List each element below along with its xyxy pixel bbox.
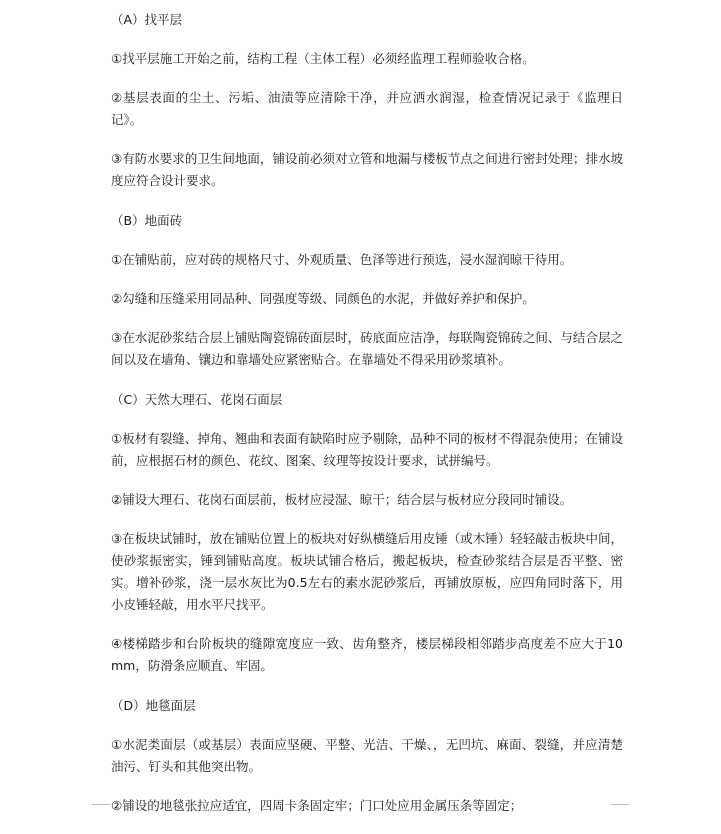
list-item: ③有防水要求的卫生间地面，铺设前必须对立管和地漏与楼板节点之间进行密封处理；排水坡度应符合设计要求。	[111, 151, 623, 188]
section-d	[111, 694, 623, 817]
list-item: ②勾缝和压缝采用同品种、同强度等级、同颜色的水泥，并做好养护和保护。	[111, 291, 535, 306]
list-item: ③在板块试铺时，放在铺贴位置上的板块对好纵横缝后用皮锤（或木锤）轻轻敲击板块中间，使砂浆振密实，锤到铺贴高度。板块试铺合格后，搬起板块，检查砂浆结合层是否平整、密实。增补砂浆，浇一层水灰比为0.5左右的素水泥砂浆后，再铺放原板，应四角同时落下，用小皮锤轻敲，用水平尺找平。	[111, 531, 623, 612]
list-item: ①在铺贴前，应对砖的规格尺寸、外观质量、色泽等进行预选，浸水湿润晾干待用。	[111, 252, 573, 267]
section-b	[111, 209, 623, 371]
section-heading: （D）地毯面层	[111, 698, 196, 713]
section-heading: （B）地面砖	[111, 213, 183, 228]
document-body	[111, 8, 623, 834]
list-item: ④楼梯踏步和台阶板块的缝隙宽度应一致、齿角整齐，楼层梯段相邻踏步高度差不应大于10mm，防滑条应顺直、牢固。	[111, 636, 623, 673]
list-item: ②基层表面的尘土、污垢、油渍等应清除干净，并应洒水润湿，检查情况记录于《监理日记》。	[111, 90, 623, 127]
list-item: ①水泥类面层（或基层）表面应坚硬、平整、光洁、干燥、，无凹坑、麻面、裂缝，并应清楚油污、钉头和其他突出物。	[111, 737, 623, 774]
section-c	[111, 388, 623, 677]
section-a	[111, 8, 623, 192]
list-item: ②铺设的地毯张拉应适宜，四周卡条固定牢；门口处应用金属压条等固定；	[111, 798, 523, 813]
list-item: ③在水泥砂浆结合层上铺贴陶瓷锦砖面层时，砖底面应洁净，每联陶瓷锦砖之间、与结合层之间以及在墙角、镶边和靠墙处应紧密贴合。在靠墙处不得采用砂浆填补。	[111, 330, 623, 367]
section-heading: （A）找平层	[111, 12, 183, 27]
list-item: ①找平层施工开始之前，结构工程（主体工程）必须经监理工程师验收合格。	[111, 51, 535, 66]
list-item: ②铺设大理石、花岗石面层前，板材应浸湿、晾干；结合层与板材应分段同时铺设。	[111, 492, 573, 507]
page-corner-mark-right	[611, 804, 629, 805]
section-heading: （C）天然大理石、花岗石面层	[111, 392, 283, 407]
list-item: ①板材有裂缝、掉角、翘曲和表面有缺陷时应予剔除，品种不同的板材不得混杂使用；在铺设前，应根据石材的颜色、花纹、图案、纹理等按设计要求，试拼编号。	[111, 431, 623, 468]
page-corner-mark-left	[92, 804, 110, 805]
